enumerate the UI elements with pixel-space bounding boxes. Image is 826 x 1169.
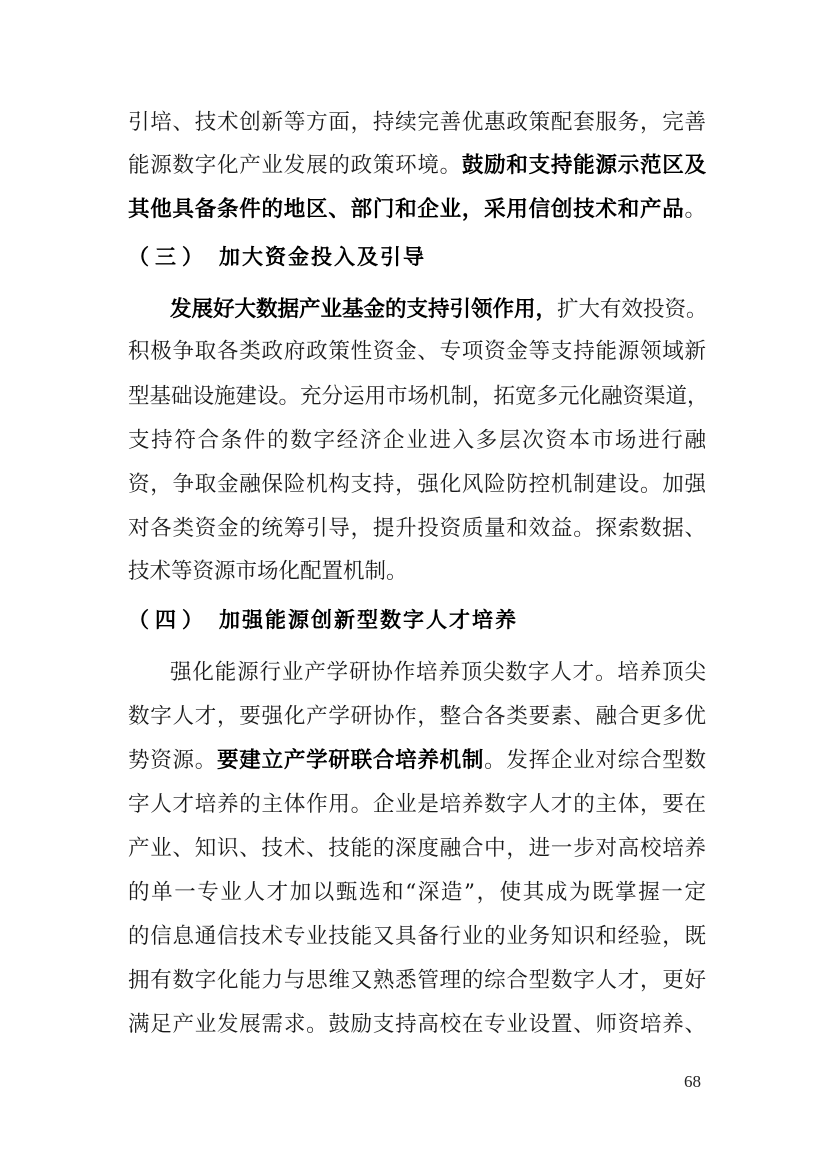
text-line bbox=[128, 382, 709, 412]
section-title: 加大资金投入及引导 bbox=[219, 245, 426, 269]
text-line bbox=[170, 658, 706, 688]
text-run: 字人才培养的主体作用。企业是培养数字人才的主体，要在 bbox=[128, 792, 706, 817]
text-run: 拥有数字化能力与思维又熟悉管理的综合型数字人才，更好 bbox=[128, 968, 706, 993]
text-line bbox=[128, 151, 706, 181]
text-line bbox=[128, 746, 706, 776]
text-line bbox=[128, 337, 706, 367]
bold-text-run: 鼓励和支持能源示范区及 bbox=[461, 153, 706, 178]
bold-text-run: 发展好大数据产业基金的支持引领作用， bbox=[170, 297, 558, 322]
text-run: 型基础设施建设。充分运用市场机制，拓宽多元化融资渠道， bbox=[128, 384, 709, 409]
text-line bbox=[128, 834, 706, 864]
text-run: 能源数字化产业发展的政策环境。 bbox=[128, 153, 462, 178]
section-number: （四） bbox=[128, 608, 209, 632]
text-run: 技术等资源市场化配置机制。 bbox=[128, 559, 408, 584]
text-run: 积极争取各类政府政策性资金、专项资金等支持能源领域新 bbox=[128, 339, 706, 364]
text-run: 数字人才，要强化产学研协作，整合各类要素、融合更多优 bbox=[128, 704, 706, 729]
bold-text-run: 其他具备条件的地区、部门和企业，采用信创技术和产品 bbox=[128, 197, 685, 222]
text-line bbox=[128, 470, 706, 500]
text-run: 。 bbox=[684, 197, 706, 222]
text-run: 扩大有效投资。 bbox=[557, 297, 708, 322]
text-line bbox=[128, 195, 706, 225]
text-line bbox=[128, 702, 706, 732]
text-line bbox=[128, 966, 706, 996]
text-line bbox=[128, 878, 706, 908]
section-number: （三） bbox=[128, 245, 209, 269]
text-line bbox=[128, 922, 706, 952]
text-run: 支持符合条件的数字经济企业进入多层次资本市场进行融 bbox=[128, 428, 706, 453]
text-run: 。发挥企业对综合型数 bbox=[484, 748, 706, 773]
text-line bbox=[128, 108, 706, 138]
text-run: 对各类资金的统筹引导，提升投资质量和效益。探索数据、 bbox=[128, 516, 706, 541]
text-line bbox=[128, 790, 706, 820]
text-line bbox=[128, 514, 706, 544]
text-line bbox=[170, 295, 706, 325]
text-run: 资，争取金融保险机构支持，强化风险防控机制建设。加强 bbox=[128, 472, 706, 497]
text-run: 势资源。 bbox=[128, 748, 218, 773]
text-run: 引培、技术创新等方面，持续完善优惠政策配套服务，完善 bbox=[128, 110, 706, 135]
text-run: 满足产业发展需求。鼓励支持高校在专业设置、师资培养、 bbox=[128, 1012, 706, 1037]
text-line bbox=[128, 557, 706, 587]
text-run: 的单一专业人才加以甄选和“深造”，使其成为既掌握一定 bbox=[128, 880, 706, 905]
page-number: 68 bbox=[684, 1072, 701, 1091]
bold-text-run: 要建立产学研联合培养机制 bbox=[217, 748, 485, 773]
section-title: 加强能源创新型数字人才培养 bbox=[219, 608, 518, 632]
section-heading bbox=[128, 242, 426, 272]
section-heading bbox=[128, 605, 518, 635]
text-line bbox=[128, 426, 706, 456]
text-run: 强化能源行业产学研协作培养顶尖数字人才。培养顶尖 bbox=[170, 660, 706, 685]
text-run: 的信息通信技术专业技能又具备行业的业务知识和经验，既 bbox=[128, 924, 706, 949]
text-run: 产业、知识、技术、技能的深度融合中，进一步对高校培养 bbox=[128, 836, 706, 861]
text-line bbox=[128, 1010, 706, 1040]
